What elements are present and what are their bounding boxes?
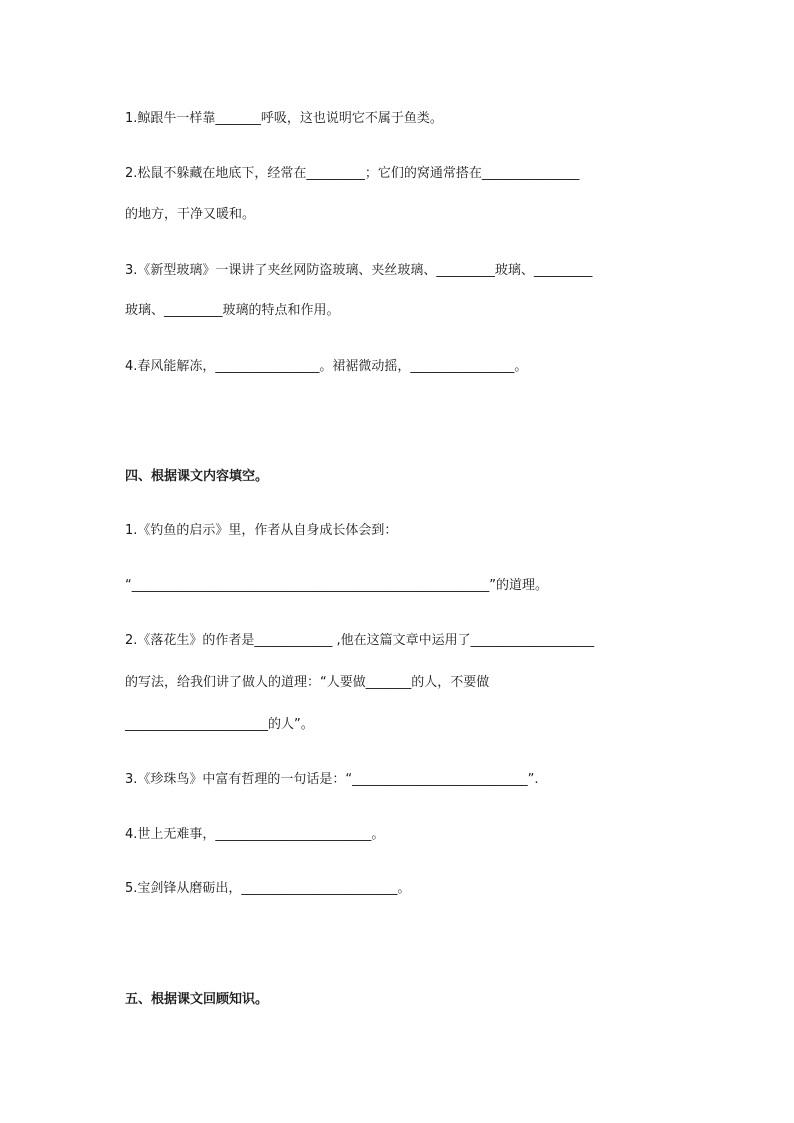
section-five-heading: 五、根据课文回顾知识。 xyxy=(125,992,269,1007)
question-4-1-line2: “_______________________________________________________”的道理。 xyxy=(125,578,548,593)
question-4-4: 4.世上无难事，________________________。 xyxy=(125,827,385,842)
question-3-2-line1: 2.松鼠不躲藏在地底下，经常在_________；它们的窝通常搭在_______________ xyxy=(125,166,580,181)
question-3-4: 4.春风能解冻，________________。裙裾微动摇，________________。 xyxy=(125,359,528,374)
question-3-3-line1: 3.《新型玻璃》一课讲了夹丝网防盗玻璃、夹丝玻璃、_________玻璃、_________ xyxy=(125,263,593,278)
question-4-2-line2: 的写法，给我们讲了做人的道理：“人要做_______的人，不要做 xyxy=(125,675,490,690)
question-4-3: 3.《珍珠鸟》中富有哲理的一句话是：“___________________________”. xyxy=(125,772,539,787)
question-3-3-line2: 玻璃、_________玻璃的特点和作用。 xyxy=(125,303,340,318)
question-4-2-line3: ______________________的人”。 xyxy=(125,717,314,732)
question-4-2-line1: 2.《落花生》的作者是____________ ,他在这篇文章中运用了___________________ xyxy=(125,633,595,648)
question-3-2-line2: 的地方，干净又暖和。 xyxy=(125,207,256,222)
question-3-1: 1.鲸跟牛一样靠_______呼吸，这也说明它不属于鱼类。 xyxy=(125,111,443,126)
question-4-1-line1: 1.《钓鱼的启示》里，作者从自身成长体会到： xyxy=(125,523,398,538)
section-four-heading: 四、根据课文内容填空。 xyxy=(125,469,269,484)
question-4-5: 5.宝剑锋从磨砺出，________________________。 xyxy=(125,881,411,896)
